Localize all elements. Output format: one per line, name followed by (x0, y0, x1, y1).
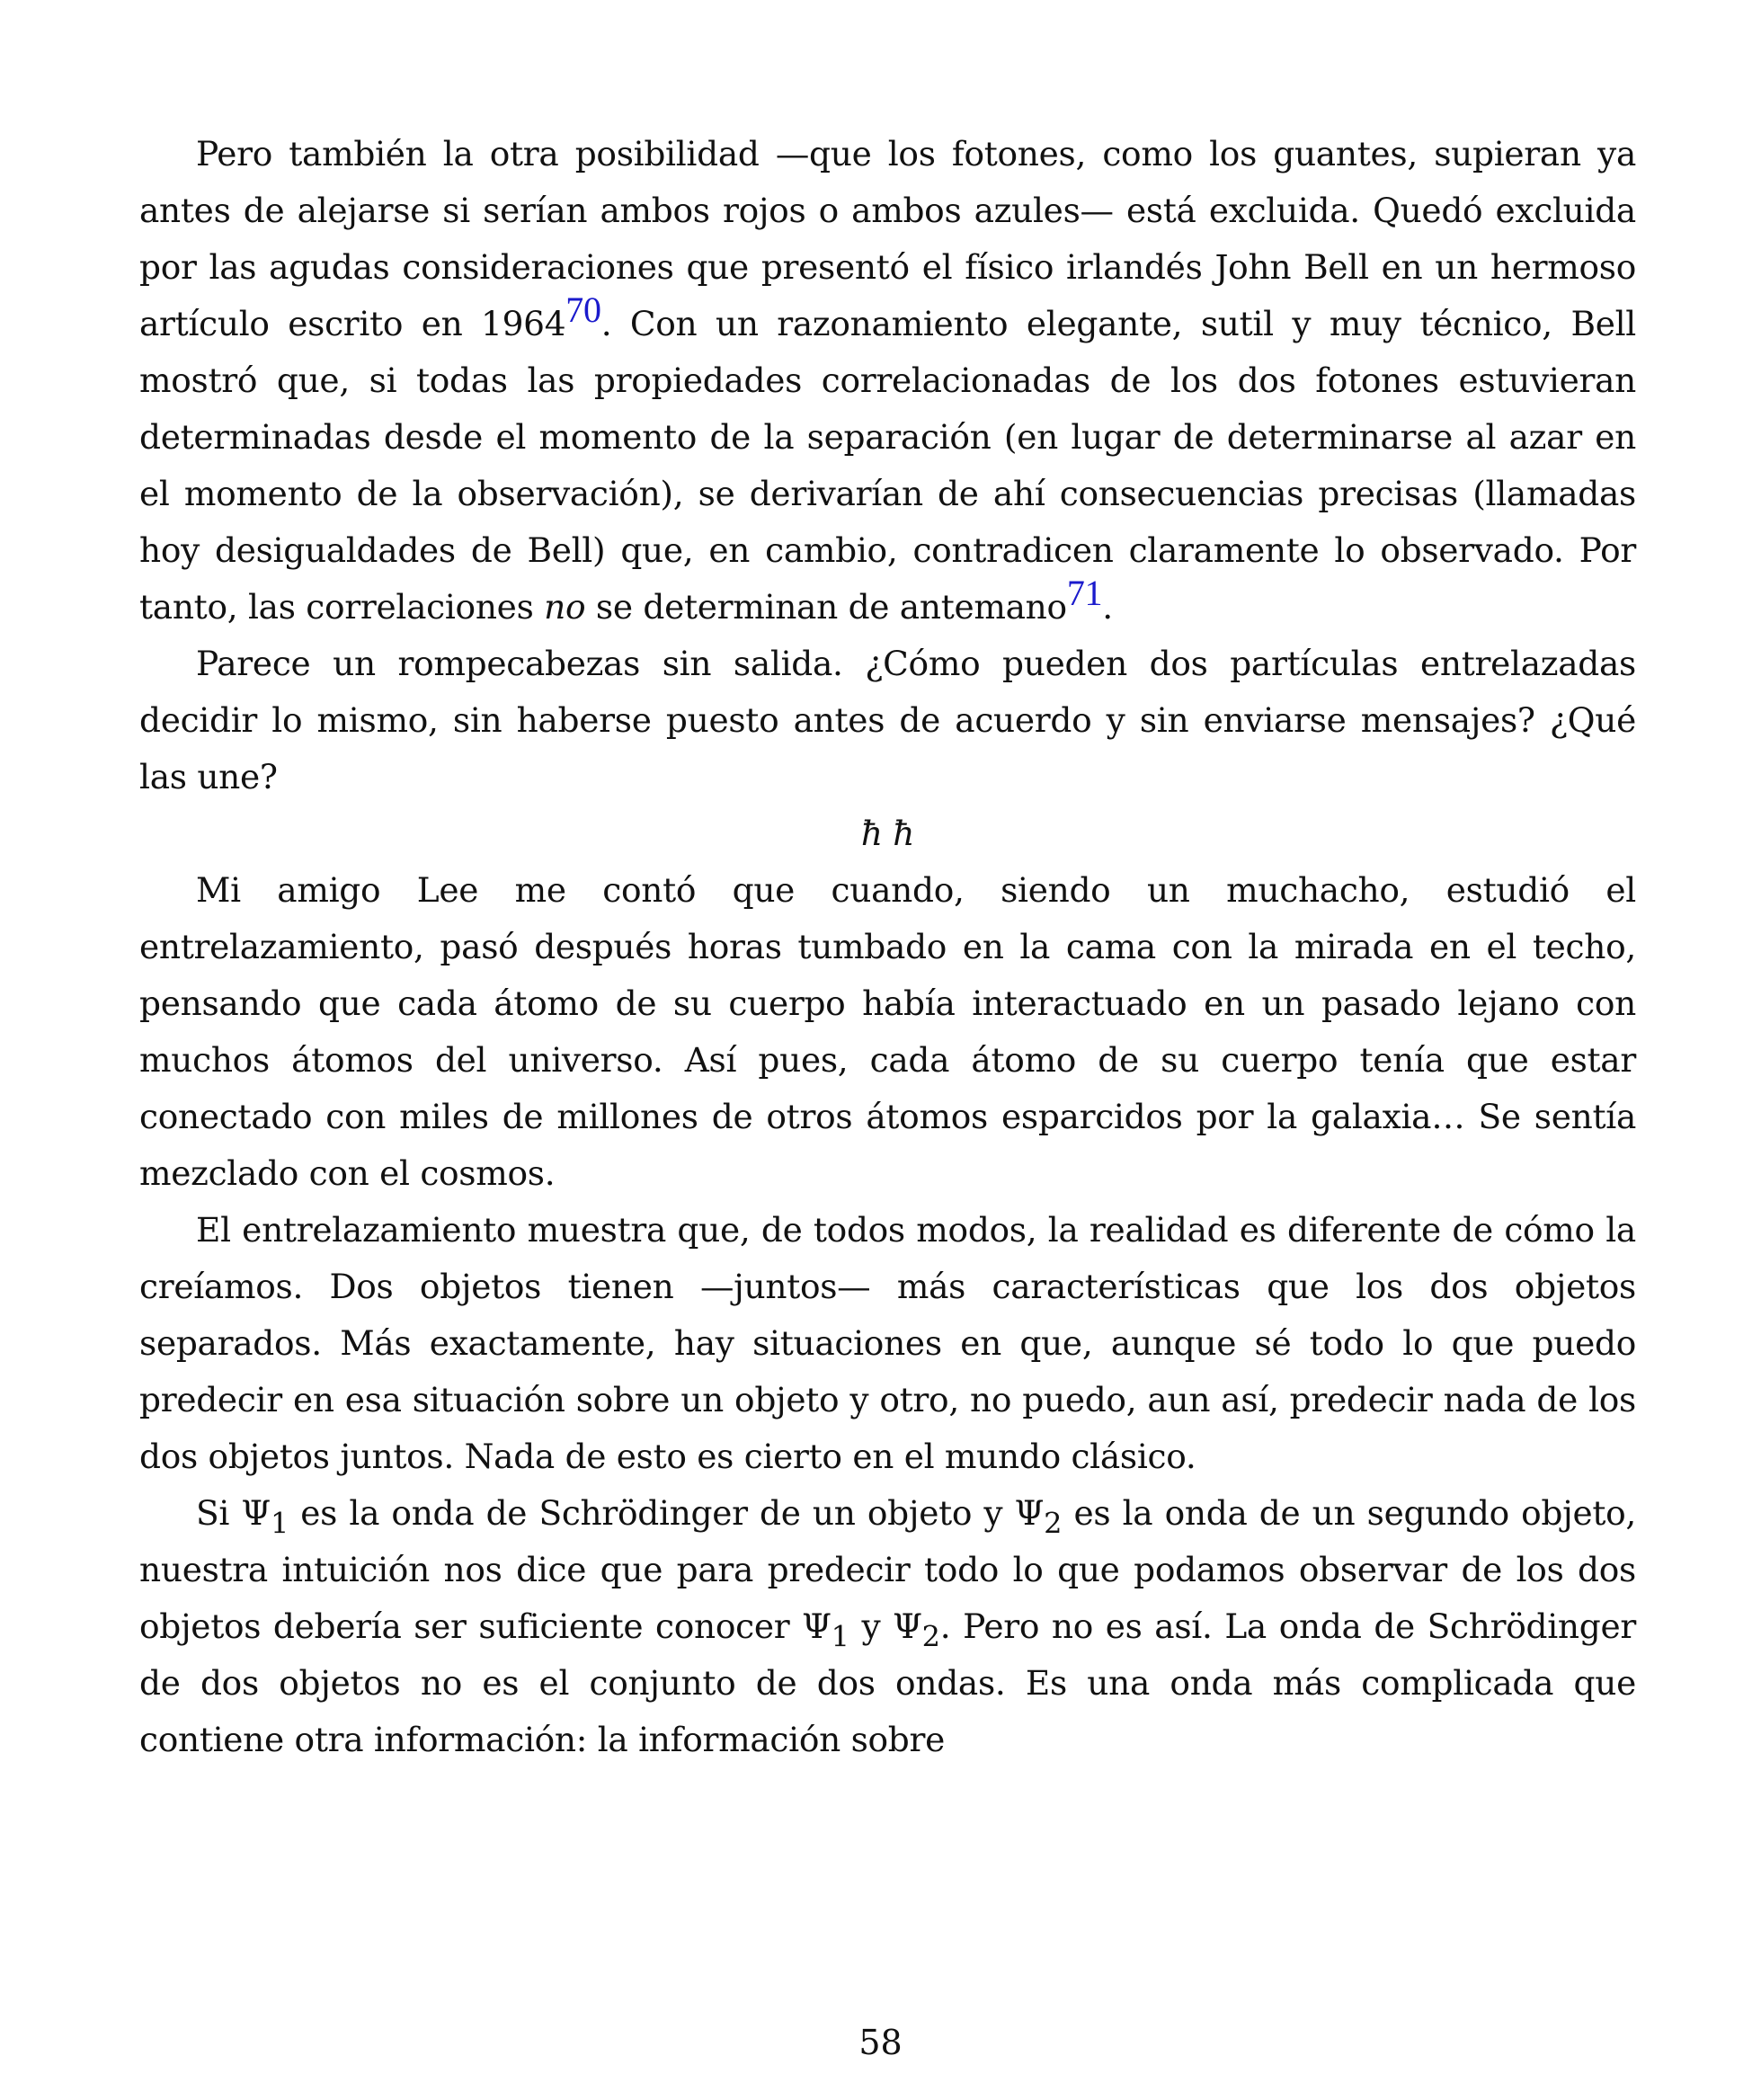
text-run: Mi amigo Lee me contó que cuando, siendo un muchacho, estudió el entrelazamiento, pasó después horas tumbado en la cama con la mirada en el techo, pensando que cada átomo de su cuerpo había interactuado en un pasado lejano con muchos átomos del universo. Así pues, cada átomo de su cuerpo tenía que estar conectado con miles de millones de otros átomos esparcidos por la galaxia… Se sentía mezclado con el cosmos. (139, 870, 1636, 1193)
text-run: . (1102, 587, 1113, 627)
text-run: es la onda de Schrödinger de un objeto y Ψ (289, 1493, 1045, 1533)
paragraph (139, 126, 1636, 636)
text-run: Pero también la otra posibilidad —que los fotones, como los guantes, supieran ya antes de alejarse si serían ambos rojos o ambos azules— está excluida. Quedó excluida por las agudas consideraciones que presentó el físico irlandés John Bell en un hermoso artículo escrito en 1964 (139, 134, 1636, 343)
paragraph (139, 1485, 1636, 1768)
emphasis-text: no (544, 587, 586, 627)
text-run: es la onda de un segundo objeto, nuestra intuición nos dice que para predecir todo lo que podamos observar de los dos objetos debería ser suficiente conocer Ψ (139, 1493, 1636, 1646)
text-run: El entrelazamiento muestra que, de todos modos, la realidad es diferente de cómo la creíamos. Dos objetos tienen —juntos— más características que los dos objetos separados. Más exactamente, hay situaciones en que, aunque sé todo lo que puedo predecir en esa situación sobre un objeto y otro, no puedo, aun así, predecir nada de los dos objetos juntos. Nada de esto es cierto en el mundo clásico. (139, 1210, 1636, 1476)
section-separator: ħ ħ (860, 814, 915, 853)
paragraph (139, 862, 1636, 1202)
paragraphs-after-separator (139, 862, 1636, 1768)
subscript: 1 (270, 1506, 289, 1541)
paragraph (139, 1202, 1636, 1485)
paragraph (139, 636, 1636, 805)
page-body (139, 126, 1636, 1768)
text-run: Si Ψ (196, 1493, 271, 1533)
paragraphs-before-separator (139, 126, 1636, 805)
footnote-reference-link[interactable]: 70 (565, 289, 601, 330)
subscript: 2 (921, 1619, 940, 1654)
subscript: 2 (1044, 1506, 1063, 1541)
text-run: . Pero no es así. La onda de Schrödinger de dos objetos no es el conjunto de dos ondas. Es una onda más complicada que contiene otra información: la información sobre (139, 1606, 1636, 1759)
text-run: . Con un razonamiento elegante, sutil y muy técnico, Bell mostró que, si todas las propiedades correlacionadas de los dos fotones estuvieran determinadas desde el momento de la separación (en lugar de determinarse al azar en el momento de la observación), se derivarían de ahí consecuencias precisas (llamadas hoy desigualdades de Bell) que, en cambio, contradicen claramente lo observado. Por tanto, las correlaciones (139, 304, 1637, 627)
text-run: y Ψ (849, 1606, 922, 1646)
text-run: Parece un rompecabezas sin salida. ¿Cómo pueden dos partículas entrelazadas decidir lo mismo, sin haberse puesto antes de acuerdo y sin enviarse mensajes? ¿Qué las une? (139, 644, 1636, 796)
page-number: 58 (858, 2023, 903, 2062)
text-run: se determinan de antemano (585, 587, 1067, 627)
subscript: 1 (831, 1619, 849, 1654)
footnote-reference-link[interactable]: 71 (1066, 572, 1103, 613)
